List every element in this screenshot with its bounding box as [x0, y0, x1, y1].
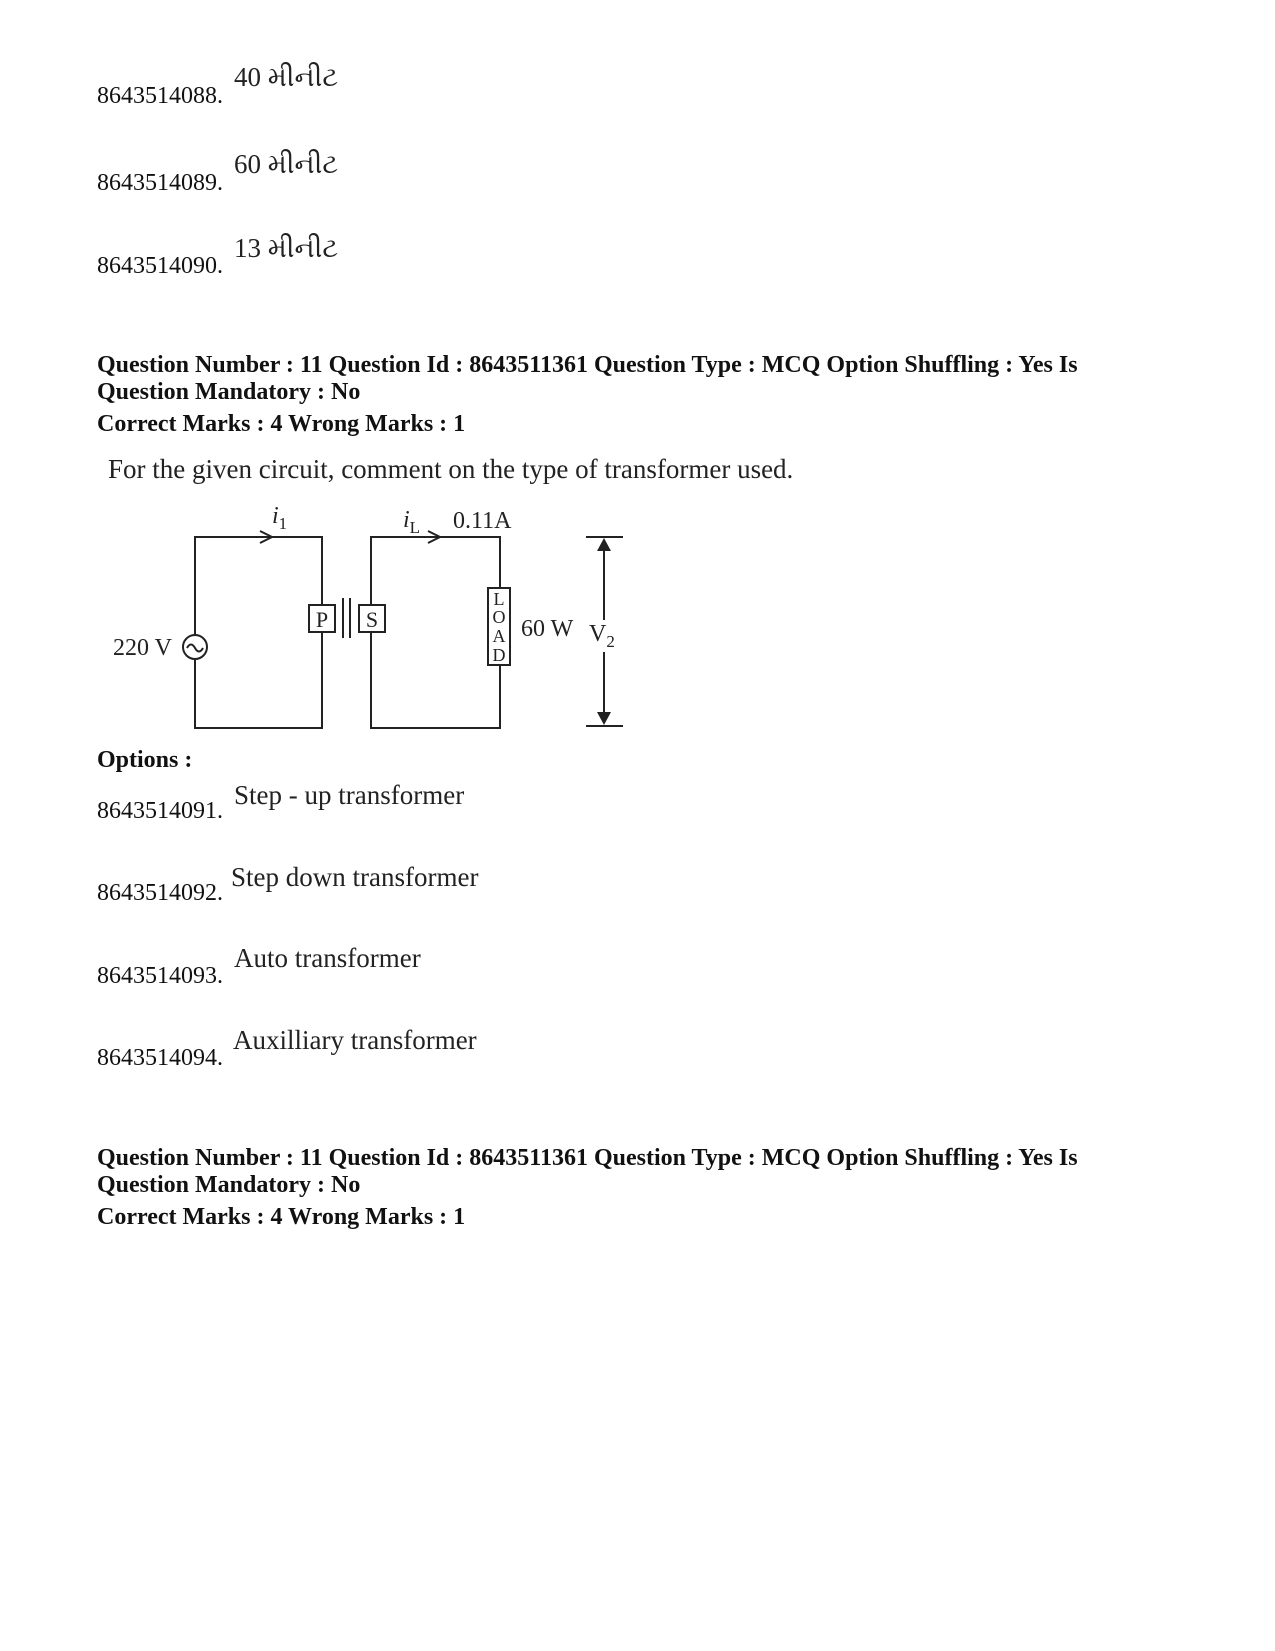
load-letter: A [492, 626, 506, 646]
option-id: 8643514089. [97, 170, 223, 196]
option-text: Step down transformer [231, 862, 479, 892]
option-id: 8643514088. [97, 83, 223, 109]
option-id: 8643514092. [97, 880, 223, 906]
load-letter: O [492, 607, 506, 627]
arrow-up-icon [597, 538, 611, 551]
question-mandatory: Question Mandatory : No [97, 1172, 361, 1198]
option-text: Auxilliary transformer [233, 1025, 477, 1055]
question-marks: Correct Marks : 4 Wrong Marks : 1 [97, 1204, 466, 1230]
option-text: Step - up transformer [234, 780, 465, 810]
question-meta-line: Question Number : 11 Question Id : 8643511361 Question Type : MCQ Option Shuffling : Yes Is [97, 352, 1078, 378]
load-power-label: 60 W [521, 616, 574, 642]
current-i1-label: $i_1$ [272, 503, 288, 533]
load-letter: D [492, 645, 506, 665]
current-il-label: $i_L$ [403, 507, 421, 537]
primary-wire [195, 537, 322, 605]
secondary-wire-bottom [371, 632, 500, 728]
question-mandatory: Question Mandatory : No [97, 379, 361, 405]
options-label: Options : [97, 747, 193, 773]
secondary-wire [371, 537, 500, 605]
current-value: 0.11A [453, 508, 512, 534]
source-voltage-label: 220 V [113, 635, 172, 661]
v2-label: $V_2$ [589, 621, 615, 651]
option-id: 8643514090. [97, 253, 223, 279]
option-text: Auto transformer [234, 943, 421, 973]
circuit-diagram [100, 500, 640, 740]
primary-wire-bottom [195, 632, 322, 728]
question-text: For the given circuit, comment on the type of transformer used. [108, 454, 794, 484]
option-id: 8643514093. [97, 963, 223, 989]
option-id: 8643514094. [97, 1045, 223, 1071]
arrow-down-icon [597, 712, 611, 725]
load-letter: L [493, 589, 505, 609]
option-text: 13 મીનીટ [234, 233, 339, 263]
option-text: 60 મીનીટ [234, 149, 339, 179]
primary-label: P [315, 607, 329, 632]
option-text: 40 મીનીટ [234, 62, 339, 92]
option-id: 8643514091. [97, 798, 223, 824]
secondary-label: S [365, 607, 379, 632]
question-marks: Correct Marks : 4 Wrong Marks : 1 [97, 411, 466, 437]
question-meta-line: Question Number : 11 Question Id : 8643511361 Question Type : MCQ Option Shuffling : Yes Is [97, 1145, 1078, 1171]
